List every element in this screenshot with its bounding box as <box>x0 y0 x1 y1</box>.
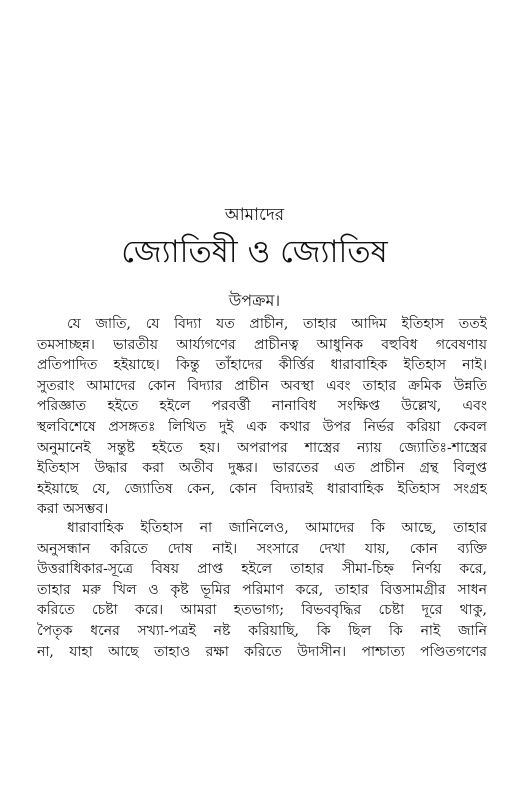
text-line: পৈতৃক ধনের সখ্যা-পত্রই নষ্ট করিয়াছি, কি ছিল কি নাই জানি <box>37 622 487 639</box>
text-line: উত্তরাধিকার-সূত্রে বিষয় প্রাপ্ত হইলে তাহার সীমা-চিহ্ন নির্ণয় করে, <box>37 561 487 578</box>
text-line: করিতে চেষ্টা করে। আমরা হতভাগ্য; বিভববৃদ্ধির চেষ্টা দূরে থাকু, <box>37 602 487 619</box>
section-heading: উপক্রম। <box>228 291 281 310</box>
text-line: তাহার মরু খিল ও কৃষ্ট ভূমির পরিমাণ করে, তাহার বিত্তসামগ্রীর সাধন <box>37 581 487 598</box>
text-line: তমসাচ্ছন্ন। ভারতীয় আর্য্যগণের প্রাচীনত্ব আধুনিক বহুবিধ গবেষণায় <box>37 336 487 353</box>
paragraph-1 <box>37 314 487 520</box>
title-block <box>0 204 509 272</box>
paragraph-2 <box>37 518 487 662</box>
text-line: ধারাবাহিক ইতিহাস না জানিলেও, আমাদের কি আছে, তাহার <box>67 520 487 536</box>
text-line: না, যাহা আছে তাহাও রক্ষা করিতে উদাসীন। পাশ্চাত্য পণ্ডিতগণের <box>37 643 487 660</box>
text-line: যে জাতি, যে বিদ্যা যত প্রাচীন, তাহার আদিম ইতিহাস ততই <box>67 316 487 332</box>
text-line: অনুসন্ধান করিতে দোষ নাই। সংসারে দেখা যায়, কোন ব্যক্তি <box>37 540 487 557</box>
text-line: প্রতিপাদিত হইয়াছে। কিন্তু তাঁহাদের কীর্ত্তির ধারাবাহিক ইতিহাস নাই। <box>37 357 487 374</box>
text-line: অনুমানেই সন্তুষ্ট হইতে হয়। অপরাপর শাস্ত্রের ন্যায় জ্যোতিঃ-শাস্ত্রের <box>37 439 487 456</box>
text-line: করা অসম্ভব। <box>37 501 109 518</box>
text-line: স্থলবিশেষে প্রসঙ্গতঃ লিখিত দুই এক কথার উপর নির্ভর করিয়া কেবল <box>37 418 487 435</box>
text-line: সুতরাং আমাদের কোন বিদ্যার প্রাচীন অবস্থা এবং তাহার ক্রমিক উন্নতি <box>37 377 487 394</box>
text-line: হইয়াছে যে, জ্যোতিষ কেন, কোন বিদ্যারই ধারাবাহিক ইতিহাস সংগ্রহ <box>37 480 487 497</box>
page-subtitle: আমাদের <box>224 205 285 225</box>
text-line: ইতিহাস উদ্ধার করা অতীব দুষ্কর। ভারতের এত প্রাচীন গ্রন্থ বিলুপ্ত <box>37 460 487 477</box>
text-line: পরিজ্ঞাত হইতে হইলে পরবর্ত্তী নানাবিধ সংক্ষিপ্ত উল্লেখ, এবং <box>37 398 487 415</box>
page-title: জ্যোতিষী ও জ্যোতিষ <box>121 234 388 270</box>
